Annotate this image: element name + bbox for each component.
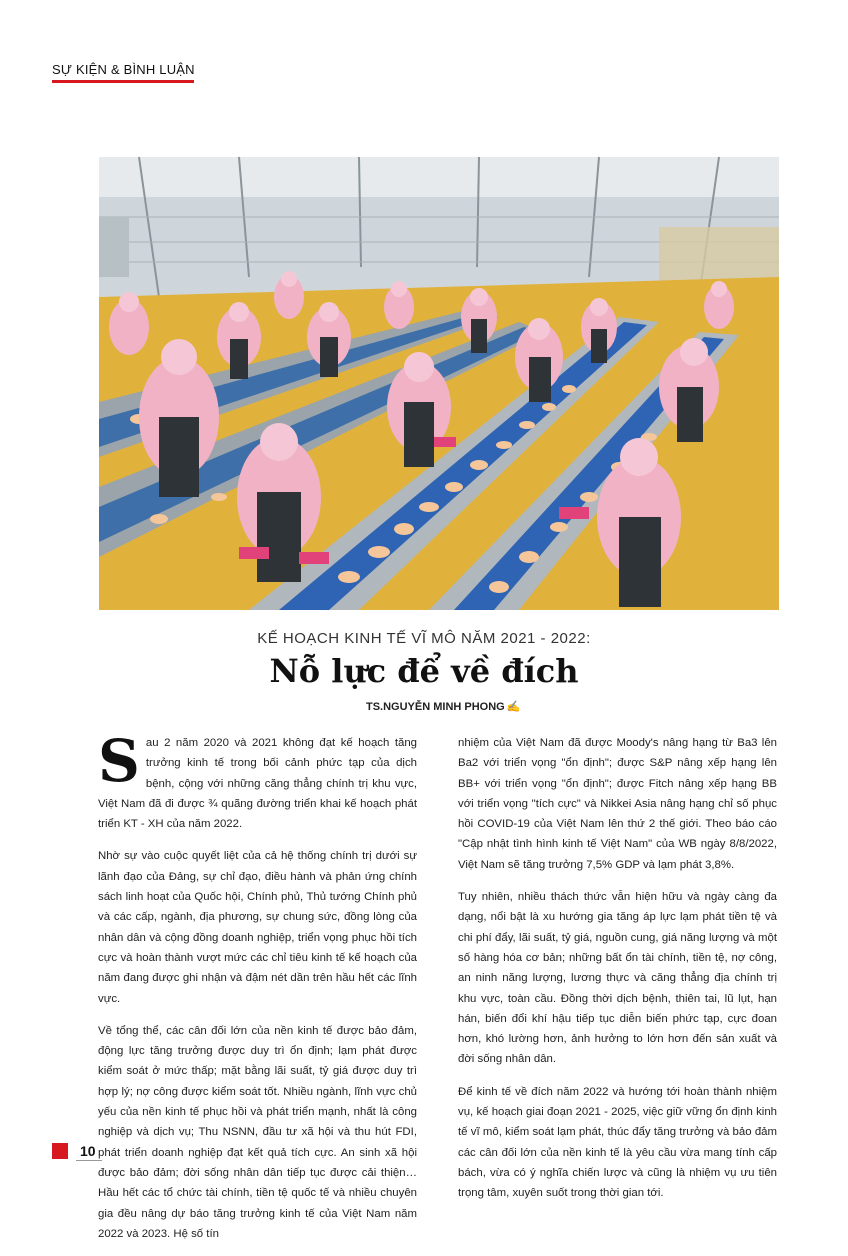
- article-byline: [366, 700, 520, 713]
- author-name: TS.NGUYỄN MINH PHONG: [366, 701, 505, 713]
- article-kicker: KẾ HOẠCH KINH TẾ VĨ MÔ NĂM 2021 - 2022:: [257, 630, 591, 647]
- section-underline: [52, 80, 194, 83]
- factory-photo-illustration: [99, 157, 779, 610]
- article-title: Nỗ lực để về đích: [269, 652, 579, 690]
- page-number-rule: [76, 1160, 102, 1161]
- paragraph-6: Để kinh tế về đích năm 2022 và hướng tới hoàn thành nhiệm vụ, kế hoạch giai đoạn 2021 - 2025, việc giữ vững ổn định kinh tế vĩ mô, kiểm soát lạm phát, thúc đẩy tăng trưởng và bảo đảm các cân đối lớn của nền kinh tế là yêu cầu vừa mang tính cấp bách, vừa có ý nghĩa chiến lược và cũng là nhiệm vụ ưu tiên trọng tâm, xuyên suốt trong thời gian tới.: [458, 1085, 777, 1200]
- paragraph-5: Tuy nhiên, nhiều thách thức vẫn hiện hữu và ngày càng đa dạng, nổi bật là xu hướng gia tăng áp lực lạm phát tiền tệ và chi phí đẩy, lãi suất, tỷ giá, nguồn cung, giá năng lượng và một số hàng hóa cơ bản; những bất ổn tài chính, tiền tệ, nợ công, an ninh năng lượng, lương thực và căng thẳng địa chính trị khu vực, toàn cầu. Đồng thời dịch bệnh, thiên tai, lũ lụt, hạn hán, biến đổi khí hậu tiếp tục diễn biến phức tạp, cực đoan hơn, khó lường hơn, ảnh hưởng to lớn hơn đến sản xuất và đời sống nhân dân.: [458, 891, 777, 1066]
- page-number: 10: [80, 1143, 96, 1159]
- text-column-right: [458, 733, 777, 1216]
- page-marker: [52, 1143, 68, 1159]
- paragraph-1-text: au 2 năm 2020 và 2021 không đạt kế hoạch tăng trưởng kinh tế trong bối cảnh phức tạp của dịch bệnh, cộng với những căng thẳng chính trị khu vực, Việt Nam đã đi được ¾ quãng đường triển khai kế hoạch phát triển KT - XH của năm 2022.: [98, 737, 417, 831]
- paragraph-2: Nhờ sự vào cuộc quyết liệt của cả hệ thống chính trị dưới sự lãnh đạo của Đảng, sự chỉ đạo, điều hành và phản ứng chính sách linh hoạt của Quốc hội, Chính phủ, Thủ tướng Chính phủ và các cấp, ngành, địa phương, sự chung sức, đồng lòng của nhân dân và cộng đồng doanh nghiệp, triển vọng phục hồi tích cực và hoàn thành vượt mức các chỉ tiêu kinh tế kế hoạch của năm đang được ghi nhận và đậm nét dần trên hầu hết các lĩnh vực.: [98, 850, 417, 1005]
- paragraph-4: nhiệm của Việt Nam đã được Moody's nâng hạng từ Ba3 lên Ba2 với triển vọng "ổn định"; được S&P nâng xếp hạng lên BB+ với triển vọng "ổn định"; được Fitch nâng xếp hạng BB với triển vọng "tích cực" và Nikkei Asia nâng hạng chỉ số phục hồi COVID-19 của Việt Nam lên thứ 2 thế giới. Theo báo cáo "Cập nhật tình hình kinh tế Việt Nam" của WB ngày 8/8/2022, Việt Nam sẽ tăng trưởng 7,5% GDP và lạm phát 3,8%.: [458, 737, 777, 871]
- paragraph-1: [98, 727, 417, 834]
- pen-icon: ✍: [506, 701, 521, 713]
- text-column-left: [98, 727, 417, 1256]
- drop-cap: S: [98, 727, 140, 795]
- factory-photo: [99, 157, 779, 610]
- paragraph-3: Về tổng thể, các cân đối lớn của nền kinh tế được bảo đảm, động lực tăng trưởng được duy trì ổn định; lạm phát được kiểm soát ở mức thấp; mặt bằng lãi suất, tỷ giá được duy trì hợp lý; nợ công được kiểm soát tốt. Nhiều ngành, lĩnh vực chủ yếu của nền kinh tế phục hồi và phát triển mạnh, nhất là công nghiệp và dịch vụ; Thu NSNN, đầu tư xã hội và thu hút FDI, phát triển doanh nghiệp đạt kết quả tích cực. An sinh xã hội được bảo đảm; đời sống nhân dân tiếp tục được cải thiện… Hầu hết các tổ chức tài chính, tiền tệ quốc tế và nhiều chuyên gia đều nâng dự báo tăng trưởng kinh tế của Việt Nam năm 2022 và 2023. Hệ số tín: [98, 1024, 417, 1240]
- section-label: SỰ KIỆN & BÌNH LUẬN: [52, 62, 195, 77]
